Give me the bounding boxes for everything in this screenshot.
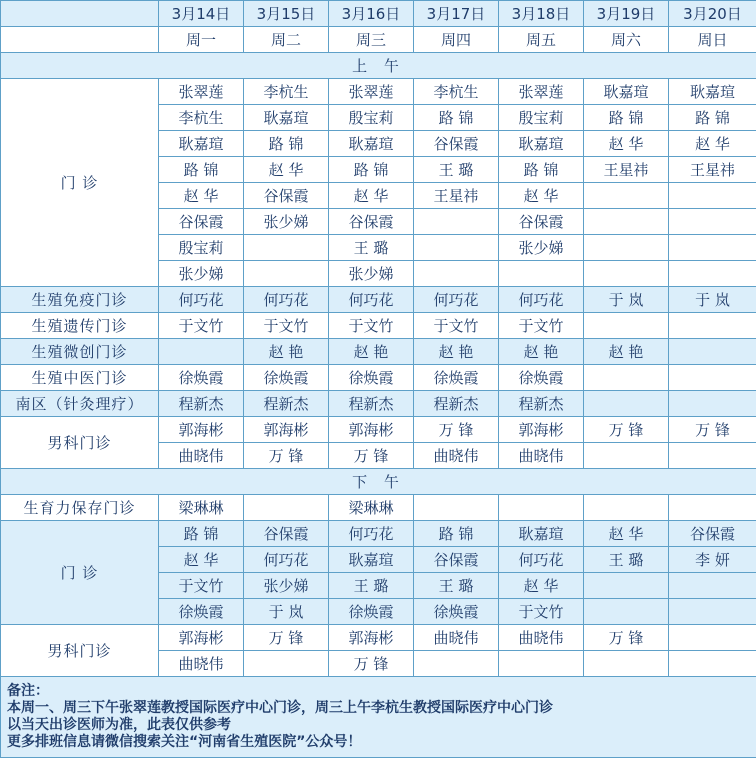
department-cell: 男科门诊 [1, 417, 159, 469]
doctor-cell [669, 339, 756, 365]
doctor-cell [584, 209, 669, 235]
doctor-cell [669, 365, 756, 391]
doctor-cell: 曲晓伟 [159, 651, 244, 677]
doctor-cell: 王 璐 [329, 573, 414, 599]
doctor-cell: 于文竹 [499, 313, 584, 339]
doctor-cell: 何巧花 [499, 287, 584, 313]
doctor-cell: 耿嘉瑄 [244, 105, 329, 131]
doctor-cell [159, 339, 244, 365]
doctor-cell: 万 锋 [584, 417, 669, 443]
doctor-cell: 何巧花 [499, 547, 584, 573]
doctor-cell [414, 495, 499, 521]
doctor-cell: 耿嘉瑄 [329, 131, 414, 157]
doctor-cell [669, 625, 756, 651]
doctor-cell: 梁琳琳 [329, 495, 414, 521]
doctor-cell: 谷保霞 [414, 131, 499, 157]
doctor-cell: 李杭生 [414, 79, 499, 105]
doctor-cell: 程新杰 [499, 391, 584, 417]
doctor-cell: 赵 华 [499, 183, 584, 209]
doctor-cell: 梁琳琳 [159, 495, 244, 521]
doctor-cell: 王 璐 [414, 157, 499, 183]
doctor-cell: 于 岚 [669, 287, 756, 313]
doctor-cell: 赵 华 [584, 131, 669, 157]
header-row [1, 1, 756, 27]
table-row [1, 79, 756, 105]
table-row [1, 625, 756, 651]
doctor-cell [669, 261, 756, 287]
doctor-cell: 张少娣 [329, 261, 414, 287]
header-row [1, 27, 756, 53]
doctor-cell: 于文竹 [159, 573, 244, 599]
doctor-cell [244, 651, 329, 677]
doctor-cell [669, 651, 756, 677]
weekday-cell: 周五 [499, 27, 584, 53]
doctor-cell: 万 锋 [244, 625, 329, 651]
doctor-cell: 徐焕霞 [329, 599, 414, 625]
doctor-cell [669, 573, 756, 599]
doctor-cell: 李 妍 [669, 547, 756, 573]
doctor-cell: 张翠莲 [159, 79, 244, 105]
note-line: 以当天出诊医师为准，此表仅供参考 [7, 717, 231, 733]
doctor-cell: 殷宝莉 [499, 105, 584, 131]
doctor-cell: 耿嘉瑄 [159, 131, 244, 157]
doctor-cell: 王星祎 [669, 157, 756, 183]
doctor-cell: 谷保霞 [244, 521, 329, 547]
doctor-cell: 耿嘉瑄 [499, 521, 584, 547]
department-cell: 门 诊 [1, 521, 159, 625]
doctor-cell: 于文竹 [329, 313, 414, 339]
doctor-cell [584, 313, 669, 339]
doctor-cell: 路 锦 [414, 105, 499, 131]
doctor-cell: 赵 华 [584, 521, 669, 547]
doctor-cell [244, 261, 329, 287]
doctor-cell [499, 651, 584, 677]
doctor-cell: 谷保霞 [414, 547, 499, 573]
doctor-cell: 于文竹 [159, 313, 244, 339]
doctor-cell [414, 651, 499, 677]
doctor-cell: 王 璐 [414, 573, 499, 599]
doctor-cell: 何巧花 [244, 547, 329, 573]
doctor-cell: 王 璐 [584, 547, 669, 573]
doctor-cell: 赵 艳 [244, 339, 329, 365]
table-row [1, 313, 756, 339]
doctor-cell [669, 313, 756, 339]
doctor-cell: 何巧花 [329, 287, 414, 313]
department-cell: 门 诊 [1, 79, 159, 287]
doctor-cell: 万 锋 [669, 417, 756, 443]
doctor-cell [669, 495, 756, 521]
doctor-cell: 于文竹 [414, 313, 499, 339]
doctor-cell: 曲晓伟 [414, 625, 499, 651]
doctor-cell [584, 235, 669, 261]
doctor-cell: 路 锦 [584, 105, 669, 131]
doctor-cell: 郭海彬 [329, 417, 414, 443]
date-cell: 3月20日 [669, 1, 756, 27]
doctor-cell [584, 495, 669, 521]
department-cell: 生殖遗传门诊 [1, 313, 159, 339]
doctor-cell [584, 261, 669, 287]
doctor-cell: 于文竹 [244, 313, 329, 339]
doctor-cell [669, 443, 756, 469]
doctor-cell: 何巧花 [414, 287, 499, 313]
doctor-cell: 徐焕霞 [414, 365, 499, 391]
date-cell: 3月14日 [159, 1, 244, 27]
doctor-cell: 郭海彬 [159, 625, 244, 651]
doctor-cell: 李杭生 [244, 79, 329, 105]
doctor-cell: 张少娣 [499, 235, 584, 261]
notes-cell [1, 677, 756, 758]
date-cell: 3月17日 [414, 1, 499, 27]
doctor-cell: 万 锋 [329, 443, 414, 469]
doctor-cell: 路 锦 [669, 105, 756, 131]
doctor-cell: 赵 艳 [414, 339, 499, 365]
date-cell: 3月16日 [329, 1, 414, 27]
weekday-cell: 周四 [414, 27, 499, 53]
header-corner [1, 27, 159, 53]
department-cell: 生殖中医门诊 [1, 365, 159, 391]
doctor-cell: 谷保霞 [669, 521, 756, 547]
department-cell: 生殖免疫门诊 [1, 287, 159, 313]
department-cell: 生育力保存门诊 [1, 495, 159, 521]
doctor-cell [244, 495, 329, 521]
doctor-cell: 徐焕霞 [159, 599, 244, 625]
doctor-cell [414, 261, 499, 287]
doctor-cell: 程新杰 [244, 391, 329, 417]
doctor-cell: 万 锋 [329, 651, 414, 677]
doctor-cell: 殷宝莉 [159, 235, 244, 261]
doctor-cell: 曲晓伟 [159, 443, 244, 469]
doctor-cell: 郭海彬 [159, 417, 244, 443]
weekday-cell: 周日 [669, 27, 756, 53]
table-row [1, 339, 756, 365]
doctor-cell [584, 443, 669, 469]
department-cell: 男科门诊 [1, 625, 159, 677]
table-row [1, 391, 756, 417]
doctor-cell: 谷保霞 [329, 209, 414, 235]
doctor-cell: 路 锦 [414, 521, 499, 547]
doctor-cell [584, 599, 669, 625]
weekday-cell: 周三 [329, 27, 414, 53]
doctor-cell [669, 391, 756, 417]
doctor-cell: 曲晓伟 [499, 625, 584, 651]
doctor-cell: 谷保霞 [499, 209, 584, 235]
table-row [1, 495, 756, 521]
doctor-cell: 万 锋 [414, 417, 499, 443]
doctor-cell: 郭海彬 [499, 417, 584, 443]
doctor-cell [414, 209, 499, 235]
doctor-cell: 谷保霞 [244, 183, 329, 209]
note-line: 本周一、周三下午张翠莲教授国际医疗中心门诊，周三上午李杭生教授国际医疗中心门诊 [7, 700, 553, 716]
doctor-cell: 路 锦 [159, 157, 244, 183]
doctor-cell: 张少娣 [244, 209, 329, 235]
weekday-cell: 周六 [584, 27, 669, 53]
doctor-cell: 耿嘉瑄 [584, 79, 669, 105]
header-corner [1, 1, 159, 27]
doctor-cell: 何巧花 [329, 521, 414, 547]
table-row [1, 365, 756, 391]
doctor-cell: 李杭生 [159, 105, 244, 131]
department-cell: 南区（针灸理疗） [1, 391, 159, 417]
doctor-cell: 殷宝莉 [329, 105, 414, 131]
doctor-cell: 程新杰 [329, 391, 414, 417]
doctor-cell: 耿嘉瑄 [669, 79, 756, 105]
table-row [1, 287, 756, 313]
section-title: 下 午 [1, 469, 756, 495]
doctor-cell: 张少娣 [244, 573, 329, 599]
doctor-cell: 谷保霞 [159, 209, 244, 235]
doctor-cell [584, 391, 669, 417]
doctor-cell [669, 599, 756, 625]
doctor-cell: 张少娣 [159, 261, 244, 287]
doctor-cell [499, 261, 584, 287]
section-row [1, 469, 756, 495]
doctor-cell: 徐焕霞 [329, 365, 414, 391]
doctor-cell: 万 锋 [244, 443, 329, 469]
doctor-cell: 张翠莲 [329, 79, 414, 105]
doctor-cell: 于 岚 [244, 599, 329, 625]
doctor-cell [499, 495, 584, 521]
doctor-cell: 路 锦 [499, 157, 584, 183]
table-row [1, 521, 756, 547]
doctor-cell: 张翠莲 [499, 79, 584, 105]
section-row [1, 53, 756, 79]
note-line: 更多排班信息请微信搜索关注“河南省生殖医院”公众号！ [7, 734, 362, 750]
section-title: 上 午 [1, 53, 756, 79]
doctor-cell: 赵 华 [159, 183, 244, 209]
doctor-cell: 于文竹 [499, 599, 584, 625]
doctor-cell: 于 岚 [584, 287, 669, 313]
doctor-cell: 程新杰 [159, 391, 244, 417]
date-cell: 3月18日 [499, 1, 584, 27]
doctor-cell: 万 锋 [584, 625, 669, 651]
date-cell: 3月19日 [584, 1, 669, 27]
doctor-cell: 郭海彬 [244, 417, 329, 443]
doctor-cell: 赵 艳 [329, 339, 414, 365]
doctor-cell: 徐焕霞 [159, 365, 244, 391]
doctor-cell: 路 锦 [159, 521, 244, 547]
doctor-cell: 赵 艳 [499, 339, 584, 365]
weekday-cell: 周一 [159, 27, 244, 53]
doctor-cell [584, 183, 669, 209]
doctor-cell: 王星祎 [414, 183, 499, 209]
doctor-cell [669, 235, 756, 261]
note-line: 备注： [7, 683, 49, 699]
notes-row [1, 677, 756, 758]
doctor-cell [669, 183, 756, 209]
doctor-cell: 耿嘉瑄 [499, 131, 584, 157]
doctor-cell: 程新杰 [414, 391, 499, 417]
doctor-cell: 王 璐 [329, 235, 414, 261]
doctor-cell: 赵 华 [669, 131, 756, 157]
doctor-cell: 徐焕霞 [499, 365, 584, 391]
doctor-cell: 何巧花 [159, 287, 244, 313]
doctor-cell: 徐焕霞 [414, 599, 499, 625]
table-row [1, 417, 756, 443]
doctor-cell: 赵 华 [329, 183, 414, 209]
date-cell: 3月15日 [244, 1, 329, 27]
doctor-cell: 曲晓伟 [414, 443, 499, 469]
doctor-cell [584, 573, 669, 599]
doctor-cell [584, 651, 669, 677]
doctor-cell [584, 365, 669, 391]
doctor-cell: 路 锦 [329, 157, 414, 183]
doctor-cell [414, 235, 499, 261]
doctor-cell [669, 209, 756, 235]
doctor-cell: 徐焕霞 [244, 365, 329, 391]
doctor-cell: 赵 华 [159, 547, 244, 573]
doctor-cell: 王星祎 [584, 157, 669, 183]
department-cell: 生殖微创门诊 [1, 339, 159, 365]
doctor-cell: 何巧花 [244, 287, 329, 313]
doctor-cell: 郭海彬 [329, 625, 414, 651]
doctor-cell: 赵 华 [244, 157, 329, 183]
doctor-cell: 耿嘉瑄 [329, 547, 414, 573]
doctor-cell [244, 235, 329, 261]
doctor-cell: 路 锦 [244, 131, 329, 157]
weekday-cell: 周二 [244, 27, 329, 53]
doctor-cell: 赵 艳 [584, 339, 669, 365]
doctor-cell: 曲晓伟 [499, 443, 584, 469]
doctor-cell: 赵 华 [499, 573, 584, 599]
